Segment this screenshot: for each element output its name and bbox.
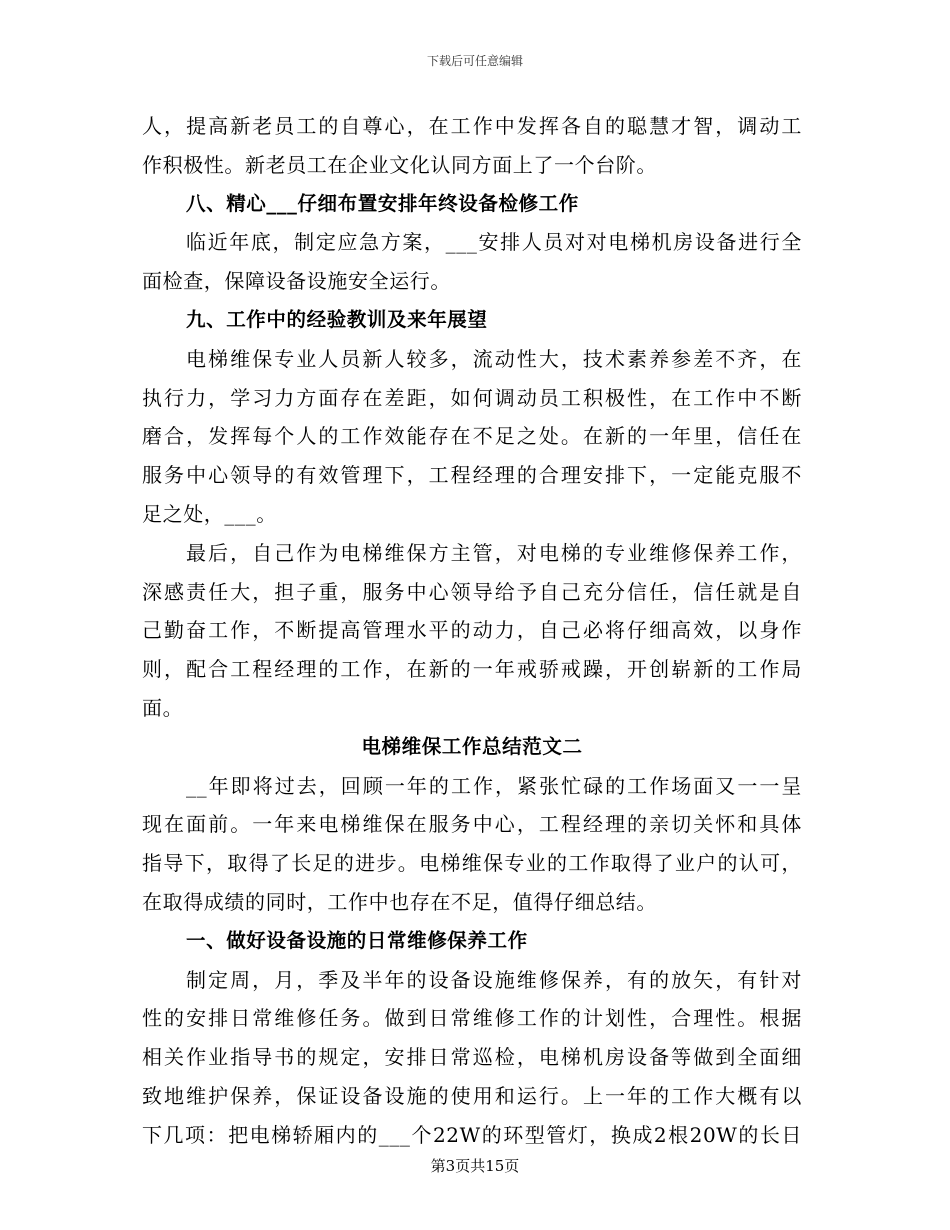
paragraph-line: 足之处，___。	[142, 501, 277, 526]
paragraph-line: 制定周，月，季及半年的设备设施维修保养，有的放矢，有针对	[186, 967, 802, 992]
paragraph-line: 服务中心领导的有效管理下，工程经理的合理安排下，一定能克服不	[142, 463, 802, 488]
paragraph-line: 执行力，学习力方面存在差距，如何调动员工积极性，在工作中不断	[142, 385, 802, 410]
paragraph-line: 下几项：把电梯轿厢内的___个22W的环型管灯，换成2根20W的长日	[142, 1122, 802, 1147]
paragraph-line: 作积极性。新老员工在企业文化认同方面上了一个台阶。	[142, 152, 657, 177]
document-title: 电梯维保工作总结范文二	[361, 734, 583, 758]
paragraph-line: 深感责任大，担子重，服务中心领导给予自己充分信任，信任就是自	[142, 579, 802, 604]
paragraph-line: 电梯维保专业人员新人较多，流动性大，技术素养参差不齐，在	[186, 346, 802, 371]
paragraph-line: 性的安排日常维修任务。做到日常维修工作的计划性，合理性。根据	[142, 1006, 802, 1031]
section-heading: 八、精心___仔细布置安排年终设备检修工作	[186, 191, 579, 215]
paragraph-line: 磨合，发挥每个人的工作效能存在不足之处。在新的一年里，信任在	[142, 424, 802, 449]
paragraph-line: 人，提高新老员工的自尊心，在工作中发挥各自的聪慧才智，调动工	[142, 114, 802, 138]
paragraph-line: 致地维护保养，保证设备设施的使用和运行。上一年的工作大概有以	[142, 1083, 802, 1108]
paragraph-line: 面。	[142, 695, 184, 720]
paragraph-line: 临近年底，制定应急方案，___安排人员对对电梯机房设备进行全	[186, 230, 802, 255]
document-body	[142, 107, 802, 1155]
paragraph-line: __年即将过去，回顾一年的工作，紧张忙碌的工作场面又一一呈	[186, 773, 802, 798]
paragraph-line: 面检查，保障设备设施安全运行。	[142, 269, 451, 294]
paragraph-line: 在取得成绩的同时，工作中也存在不足，值得仔细总结。	[142, 889, 657, 914]
paragraph-line: 指导下，取得了长足的进步。电梯维保专业的工作取得了业户的认可，	[142, 851, 802, 876]
section-heading: 九、工作中的经验教训及来年展望	[186, 307, 488, 331]
paragraph-line: 现在面前。一年来电梯维保在服务中心，工程经理的亲切关怀和具体	[142, 812, 802, 837]
paragraph-line: 则，配合工程经理的工作，在新的一年戒骄戒躁，开创崭新的工作局	[142, 657, 802, 682]
page-number: 第3页共15页	[430, 1157, 520, 1175]
paragraph-line: 相关作业指导书的规定，安排日常巡检，电梯机房设备等做到全面细	[142, 1045, 802, 1070]
page-header: 下载后可任意编辑	[426, 54, 523, 68]
paragraph-line: 最后，自己作为电梯维保方主管，对电梯的专业维修保养工作，	[186, 540, 802, 565]
section-heading: 一、做好设备设施的日常维修保养工作	[186, 928, 528, 952]
paragraph-line: 己勤奋工作，不断提高管理水平的动力，自己必将仔细高效，以身作	[142, 618, 802, 643]
